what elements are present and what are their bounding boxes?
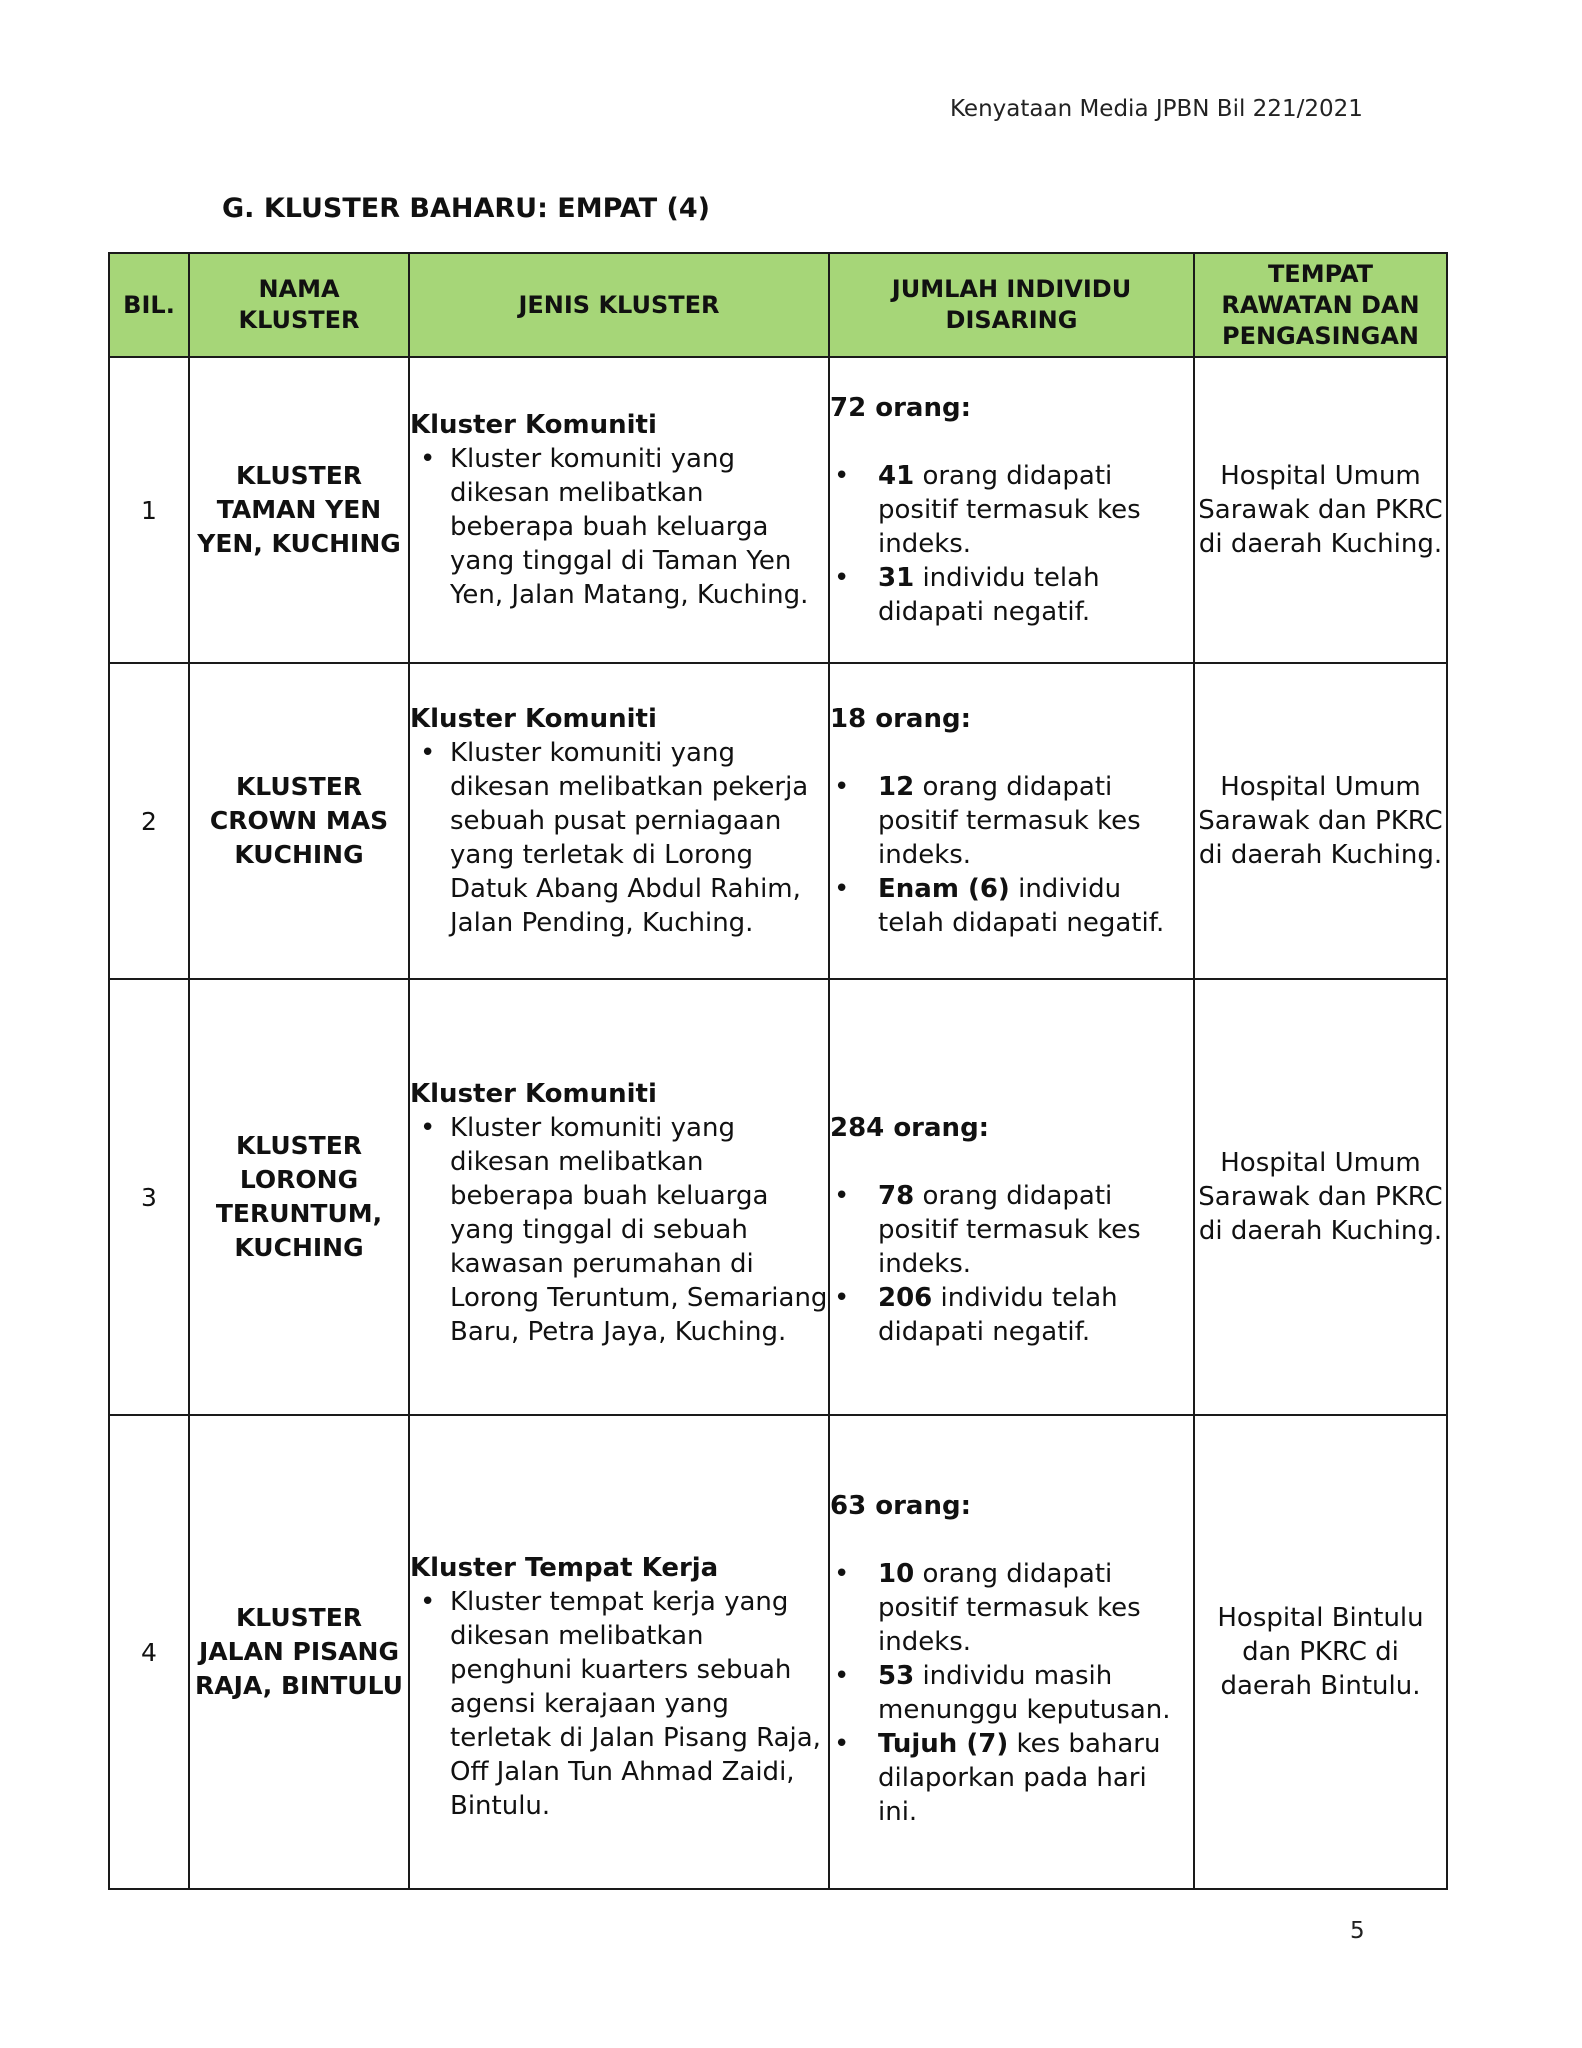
cluster-type-cell bbox=[409, 357, 829, 663]
count-text: orang didapati positif termasuk kes indeks. bbox=[878, 461, 1141, 559]
count-text: individu telah didapati negatif. bbox=[878, 1283, 1118, 1347]
list-item bbox=[878, 1727, 1193, 1829]
header-tempat: TEMPAT RAWATAN DAN PENGASINGAN bbox=[1194, 253, 1447, 357]
cluster-table bbox=[108, 252, 1448, 1890]
header-bil: BIL. bbox=[109, 253, 189, 357]
cluster-name: KLUSTER JALAN PISANG RAJA, BINTULU bbox=[189, 1415, 409, 1889]
cluster-type: Kluster Komuniti bbox=[410, 1079, 657, 1109]
table-row bbox=[109, 1415, 1447, 1889]
treatment-location: Hospital Bintulu dan PKRC di daerah Bintulu. bbox=[1194, 1415, 1447, 1889]
count-text: orang didapati positif termasuk kes indeks. bbox=[878, 1181, 1141, 1279]
cluster-type-cell bbox=[409, 979, 829, 1415]
cluster-type-cell bbox=[409, 663, 829, 979]
count-value: 78 bbox=[878, 1181, 915, 1211]
screened-cell bbox=[829, 357, 1194, 663]
cluster-description: • Kluster komuniti yang dikesan melibatkan beberapa buah keluarga yang tinggal di Taman Yen Yen, Jalan Matang, Kuching. bbox=[450, 442, 828, 612]
cluster-description-list bbox=[410, 1585, 828, 1823]
cluster-name: KLUSTER TAMAN YEN YEN, KUCHING bbox=[189, 357, 409, 663]
header-nama: NAMA KLUSTER bbox=[189, 253, 409, 357]
row-number: 4 bbox=[109, 1415, 189, 1889]
count-value: 41 bbox=[878, 461, 915, 491]
screened-total: 72 orang: bbox=[830, 393, 971, 423]
section-title: G. KLUSTER BAHARU: EMPAT (4) bbox=[222, 193, 710, 224]
cluster-name: KLUSTER LORONG TERUNTUM, KUCHING bbox=[189, 979, 409, 1415]
page-number: 5 bbox=[1350, 1918, 1365, 1944]
cluster-description-list bbox=[410, 736, 828, 940]
cluster-type: Kluster Komuniti bbox=[410, 410, 657, 440]
screened-cell bbox=[829, 663, 1194, 979]
table-row bbox=[109, 979, 1447, 1415]
count-value: Tujuh (7) bbox=[878, 1729, 1009, 1759]
count-value: 10 bbox=[878, 1559, 915, 1589]
screened-total: 18 orang: bbox=[830, 704, 971, 734]
list-item bbox=[878, 1557, 1193, 1659]
count-value: Enam (6) bbox=[878, 874, 1010, 904]
cluster-name: KLUSTER CROWN MAS KUCHING bbox=[189, 663, 409, 979]
table-header-row bbox=[109, 253, 1447, 357]
list-item bbox=[878, 459, 1193, 561]
count-text: kes baharu dilaporkan pada hari ini. bbox=[878, 1729, 1161, 1827]
list-item bbox=[878, 770, 1193, 872]
screened-total: 63 orang: bbox=[830, 1491, 971, 1521]
list-item bbox=[878, 1659, 1193, 1727]
cluster-type: Kluster Komuniti bbox=[410, 704, 657, 734]
count-text: individu masih menunggu keputusan. bbox=[878, 1661, 1171, 1725]
list-item bbox=[878, 1179, 1193, 1281]
row-number: 1 bbox=[109, 357, 189, 663]
treatment-location: Hospital Umum Sarawak dan PKRC di daerah Kuching. bbox=[1194, 357, 1447, 663]
header-jenis: JENIS KLUSTER bbox=[409, 253, 829, 357]
list-item bbox=[878, 872, 1193, 940]
cluster-type: Kluster Tempat Kerja bbox=[410, 1553, 719, 1583]
cluster-description-list bbox=[410, 1111, 828, 1349]
cluster-description: • Kluster tempat kerja yang dikesan melibatkan penghuni kuarters sebuah agensi kerajaan yang terletak di Jalan Pisang Raja, Off Jalan Tun Ahmad Zaidi, Bintulu. bbox=[450, 1585, 828, 1823]
cluster-description: • Kluster komuniti yang dikesan melibatkan pekerja sebuah pusat perniagaan yang terletak di Lorong Datuk Abang Abdul Rahim, Jalan Pending, Kuching. bbox=[450, 736, 828, 940]
screened-breakdown bbox=[830, 770, 1193, 940]
count-value: 206 bbox=[878, 1283, 933, 1313]
list-item bbox=[878, 1281, 1193, 1349]
row-number: 3 bbox=[109, 979, 189, 1415]
screened-cell bbox=[829, 1415, 1194, 1889]
treatment-location: Hospital Umum Sarawak dan PKRC di daerah Kuching. bbox=[1194, 663, 1447, 979]
screened-breakdown bbox=[830, 1557, 1193, 1829]
table-row bbox=[109, 357, 1447, 663]
count-text: individu telah didapati negatif. bbox=[878, 874, 1165, 938]
header-jumlah: JUMLAH INDIVIDU DISARING bbox=[829, 253, 1194, 357]
cluster-description: • Kluster komuniti yang dikesan melibatkan beberapa buah keluarga yang tinggal di sebuah kawasan perumahan di Lorong Teruntum, Semariang Baru, Petra Jaya, Kuching. bbox=[450, 1111, 828, 1349]
list-item bbox=[878, 561, 1193, 629]
count-value: 12 bbox=[878, 772, 915, 802]
count-text: orang didapati positif termasuk kes indeks. bbox=[878, 1559, 1141, 1657]
cluster-description-list bbox=[410, 442, 828, 612]
count-text: orang didapati positif termasuk kes indeks. bbox=[878, 772, 1141, 870]
row-number: 2 bbox=[109, 663, 189, 979]
document-reference: Kenyataan Media JPBN Bil 221/2021 bbox=[950, 96, 1363, 122]
treatment-location: Hospital Umum Sarawak dan PKRC di daerah Kuching. bbox=[1194, 979, 1447, 1415]
screened-total: 284 orang: bbox=[830, 1113, 990, 1143]
screened-cell bbox=[829, 979, 1194, 1415]
count-value: 31 bbox=[878, 563, 915, 593]
count-text: individu telah didapati negatif. bbox=[878, 563, 1100, 627]
count-value: 53 bbox=[878, 1661, 915, 1691]
table-row bbox=[109, 663, 1447, 979]
screened-breakdown bbox=[830, 459, 1193, 629]
screened-breakdown bbox=[830, 1179, 1193, 1349]
cluster-type-cell bbox=[409, 1415, 829, 1889]
